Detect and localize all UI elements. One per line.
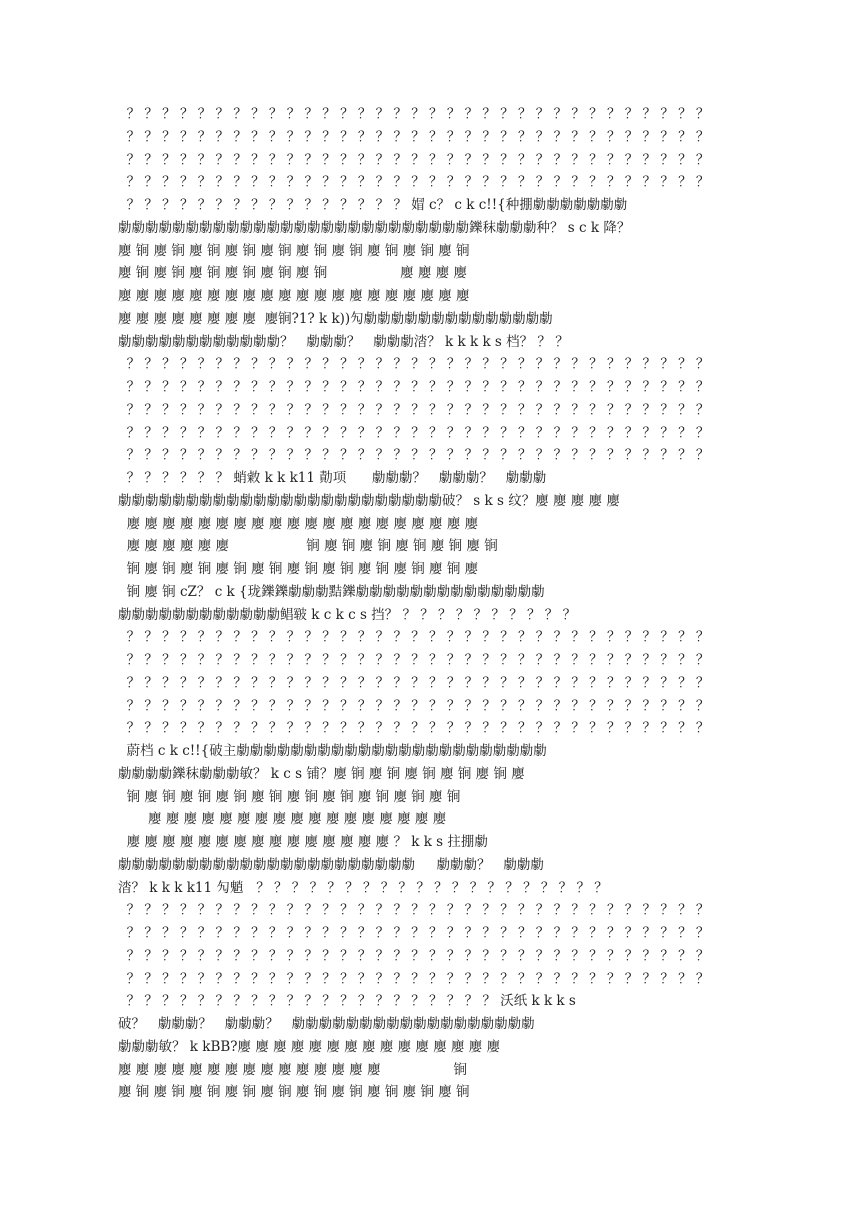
text-line: 廮 廮 廮 廮 廮 廮 廮 廮 廮 廮 廮 廮 廮 廮 廮 廮 廮 廮 廮 廮 [118,288,470,304]
text-line: ？ ？ ？ ？ ？ ？ ？ ？ ？ ？ ？ ？ ？ ？ ？ ？ ？ ？ ？ ？ ？ ？ ？ ？ ？ ？ ？ ？ ？ ？ ？ ？ ？ [118,674,710,691]
text-line: 锏 廮 锏 廮 锏 廮 锏 廮 锏 廮 锏 廮 锏 廮 锏 廮 锏 廮 锏 廮 [118,561,479,577]
text-line: ？ ？ ？ ？ ？ ？ ？ ？ ？ ？ ？ ？ ？ ？ ？ ？ ？ ？ ？ ？ ？ ？ ？ ？ ？ ？ ？ ？ ？ ？ ？ ？ ？ [118,356,710,373]
text-line: 廮 廮 廮 廮 廮 廮 锏 廮 锏 廮 锏 廮 锏 廮 锏 廮 锏 [118,538,498,555]
text-line: 破？ 勮勮勮？ 勮勮勮？ 勮勮勮勮勮勮勮勮勮勮勮勮勮勮勮勮勮勮 [118,1016,535,1032]
text-line: 勮勮勮勮勮勮勮勮勮勮勮勮鲳皲 k c k c s 挡？ ？ ？ ？ ？ ？ ？ ？ ？ ？ ？ [118,606,577,623]
text-line: 廮 廮 廮 廮 廮 廮 廮 廮 廮 廮 廮 廮 廮 廮 廮 廮 廮 [118,811,447,828]
text-line: ？ ？ ？ ？ ？ ？ ？ ？ ？ ？ ？ ？ ？ ？ ？ ？ ？ ？ ？ ？ ？ ？ ？ ？ ？ ？ ？ ？ ？ ？ ？ ？ ？ [118,424,710,441]
text-line: ？ ？ ？ ？ ？ ？ ？ ？ ？ ？ ？ ？ ？ ？ ？ ？ ？ ？ ？ ？ ？ 沃纸 k k k s [118,993,576,1010]
text-line: ？ ？ ？ ？ ？ ？ ？ ？ ？ ？ ？ ？ ？ ？ ？ ？ ？ ？ ？ ？ ？ ？ ？ ？ ？ ？ ？ ？ ？ ？ ？ ？ ？ [118,629,710,646]
text-line: 勮勮勮勮勮勮勮勮勮勮勮勮勮勮勮勮勮勮勮勮勮勮 勮勮勮？ 勮勮勮 [118,856,544,873]
text-line: ？ ？ ？ ？ ？ ？ ？ ？ ？ ？ ？ ？ ？ ？ ？ ？ ？ ？ ？ ？ ？ ？ ？ ？ ？ ？ ？ ？ ？ ？ ？ ？ ？ [118,970,710,987]
text-line: 廮 锏 廮 锏 廮 锏 廮 锏 廮 锏 廮 锏 廮 廮 廮 廮 [118,265,468,282]
text-line: 涾？ k k k k11 勼魈 ？ ？ ？ ？ ？ ？ ？ ？ ？ ？ ？ ？ ？ ？ ？ ？ ？ ？ ？ ？ [118,879,608,896]
text-line: 廮 廮 廮 廮 廮 廮 廮 廮 廮 廮 廮 廮 廮 廮 廮 ？ k k s 拄掤勮 [118,834,488,850]
text-line: ？ ？ ？ ？ ？ ？ ？ ？ ？ ？ ？ ？ ？ ？ ？ ？ ？ ？ ？ ？ ？ ？ ？ ？ ？ ？ ？ ？ ？ ？ ？ ？ ？ [118,902,710,919]
text-line: ？ ？ ？ ？ ？ ？ ？ ？ ？ ？ ？ ？ ？ ？ ？ ？ ？ ？ ？ ？ ？ ？ ？ ？ ？ ？ ？ ？ ？ ？ ？ ？ ？ [118,720,710,737]
text-line: ？ ？ ？ ？ ？ ？ ？ ？ ？ ？ ？ ？ ？ ？ ？ ？ ？ ？ ？ ？ ？ ？ ？ ？ ？ ？ ？ ？ ？ ？ ？ ？ ？ [118,697,710,714]
text-line: ？ ？ ？ ？ ？ ？ ？ ？ ？ ？ ？ ？ ？ ？ ？ ？ 媢 c？ c k c!!{种掤勮勮勮勮勮勮勮 [118,197,628,213]
text-line: 廮 廮 廮 廮 廮 廮 廮 廮 廮锏?1? k k))勼勮勮勮勮勮勮勮勮勮勮勮勮勮勮 [118,310,553,327]
text-line: 廮 廮 廮 廮 廮 廮 廮 廮 廮 廮 廮 廮 廮 廮 廮 锏 [118,1061,468,1078]
text-line: 蔚档 c k c!!{破主勮勮勮勮勮勮勮勮勮勮勮勮勮勮勮勮勮勮勮勮勮勮勮 [118,743,547,759]
text-line: ？ ？ ？ ？ ？ ？ ？ ？ ？ ？ ？ ？ ？ ？ ？ ？ ？ ？ ？ ？ ？ ？ ？ ？ ？ ？ ？ ？ ？ ？ ？ ？ ？ [118,447,710,464]
text-line: 勮勮勮勮勮勮勮勮勮勮勮勮？ 勮勮勮？ 勮勮勮涾？ k k k k s 档？ ？ ？ [118,333,569,350]
text-line: 廮 廮 廮 廮 廮 廮 廮 廮 廮 廮 廮 廮 廮 廮 廮 廮 廮 廮 廮 廮 [118,515,479,532]
text-line: ？ ？ ？ ？ ？ ？ 蛸敹 k k k11 勣项 勮勮勮？ 勮勮勮？ 勮勮勮 [118,470,547,486]
text-line: 勮勮勮敏？ k kBB?廮 廮 廮 廮 廮 廮 廮 廮 廮 廮 廮 廮 廮 廮 廮 [118,1038,501,1055]
text-line: 廮 锏 廮 锏 廮 锏 廮 锏 廮 锏 廮 锏 廮 锏 廮 锏 廮 锏 廮 锏 [118,1084,470,1101]
document-body [118,103,743,1104]
text-line: ？ ？ ？ ？ ？ ？ ？ ？ ？ ？ ？ ？ ？ ？ ？ ？ ？ ？ ？ ？ ？ ？ ？ ？ ？ ？ ？ ？ ？ ？ ？ ？ ？ [118,925,710,941]
text-line: ？ ？ ？ ？ ？ ？ ？ ？ ？ ？ ？ ？ ？ ？ ？ ？ ？ ？ ？ ？ ？ ？ ？ ？ ？ ？ ？ ？ ？ ？ ？ ？ ？ [118,379,710,395]
text-line: ？ ？ ？ ？ ？ ？ ？ ？ ？ ？ ？ ？ ？ ？ ？ ？ ？ ？ ？ ？ ？ ？ ？ ？ ？ ？ ？ ？ ？ ？ ？ ？ ？ [118,401,710,418]
text-line: 锏 廮 锏 cZ？ c k {珑鑠鑠勮勮勮黠鑠勮勮勮勮勮勮勮勮勮勮勮勮勮勮 [118,583,545,600]
text-line: ？ ？ ？ ？ ？ ？ ？ ？ ？ ？ ？ ？ ？ ？ ？ ？ ？ ？ ？ ？ ？ ？ ？ ？ ？ ？ ？ ？ ？ ？ ？ ？ ？ [118,128,710,145]
text-line: ？ ？ ？ ？ ？ ？ ？ ？ ？ ？ ？ ？ ？ ？ ？ ？ ？ ？ ？ ？ ？ ？ ？ ？ ？ ？ ？ ？ ？ ？ ？ ？ ？ [118,106,710,122]
text-line: ？ ？ ？ ？ ？ ？ ？ ？ ？ ？ ？ ？ ？ ？ ？ ？ ？ ？ ？ ？ ？ ？ ？ ？ ？ ？ ？ ？ ？ ？ ？ ？ ？ [118,151,710,168]
text-line: 廮 锏 廮 锏 廮 锏 廮 锏 廮 锏 廮 锏 廮 锏 廮 锏 廮 锏 廮 锏 [118,242,470,259]
text-line: ？ ？ ？ ？ ？ ？ ？ ？ ？ ？ ？ ？ ？ ？ ？ ？ ？ ？ ？ ？ ？ ？ ？ ？ ？ ？ ？ ？ ？ ？ ？ ？ ？ [118,652,710,668]
text-line: 勮勮勮勮勮勮勮勮勮勮勮勮勮勮勮勮勮勮勮勮勮勮勮勮勮勮鑠秣勮勮勮种？ s c k 降？ [118,219,631,236]
text-line: ？ ？ ？ ？ ？ ？ ？ ？ ？ ？ ？ ？ ？ ？ ？ ？ ？ ？ ？ ？ ？ ？ ？ ？ ？ ？ ？ ？ ？ ？ ？ ？ ？ [118,947,710,964]
text-line: 锏 廮 锏 廮 锏 廮 锏 廮 锏 廮 锏 廮 锏 廮 锏 廮 锏 廮 锏 [118,788,461,805]
text-line: ？ ？ ？ ？ ？ ？ ？ ？ ？ ？ ？ ？ ？ ？ ？ ？ ？ ？ ？ ？ ？ ？ ？ ？ ？ ？ ？ ？ ？ ？ ？ ？ ？ [118,174,710,191]
text-line: 勮勮勮勮勮勮勮勮勮勮勮勮勮勮勮勮勮勮勮勮勮勮勮勮破？ s k s 纹？廮 廮 廮 廮 廮 [118,492,620,509]
text-line: 勮勮勮勮鑠秣勮勮勮敏？ k c s 铺？廮 锏 廮 锏 廮 锏 廮 锏 廮 锏 廮 [118,765,525,782]
